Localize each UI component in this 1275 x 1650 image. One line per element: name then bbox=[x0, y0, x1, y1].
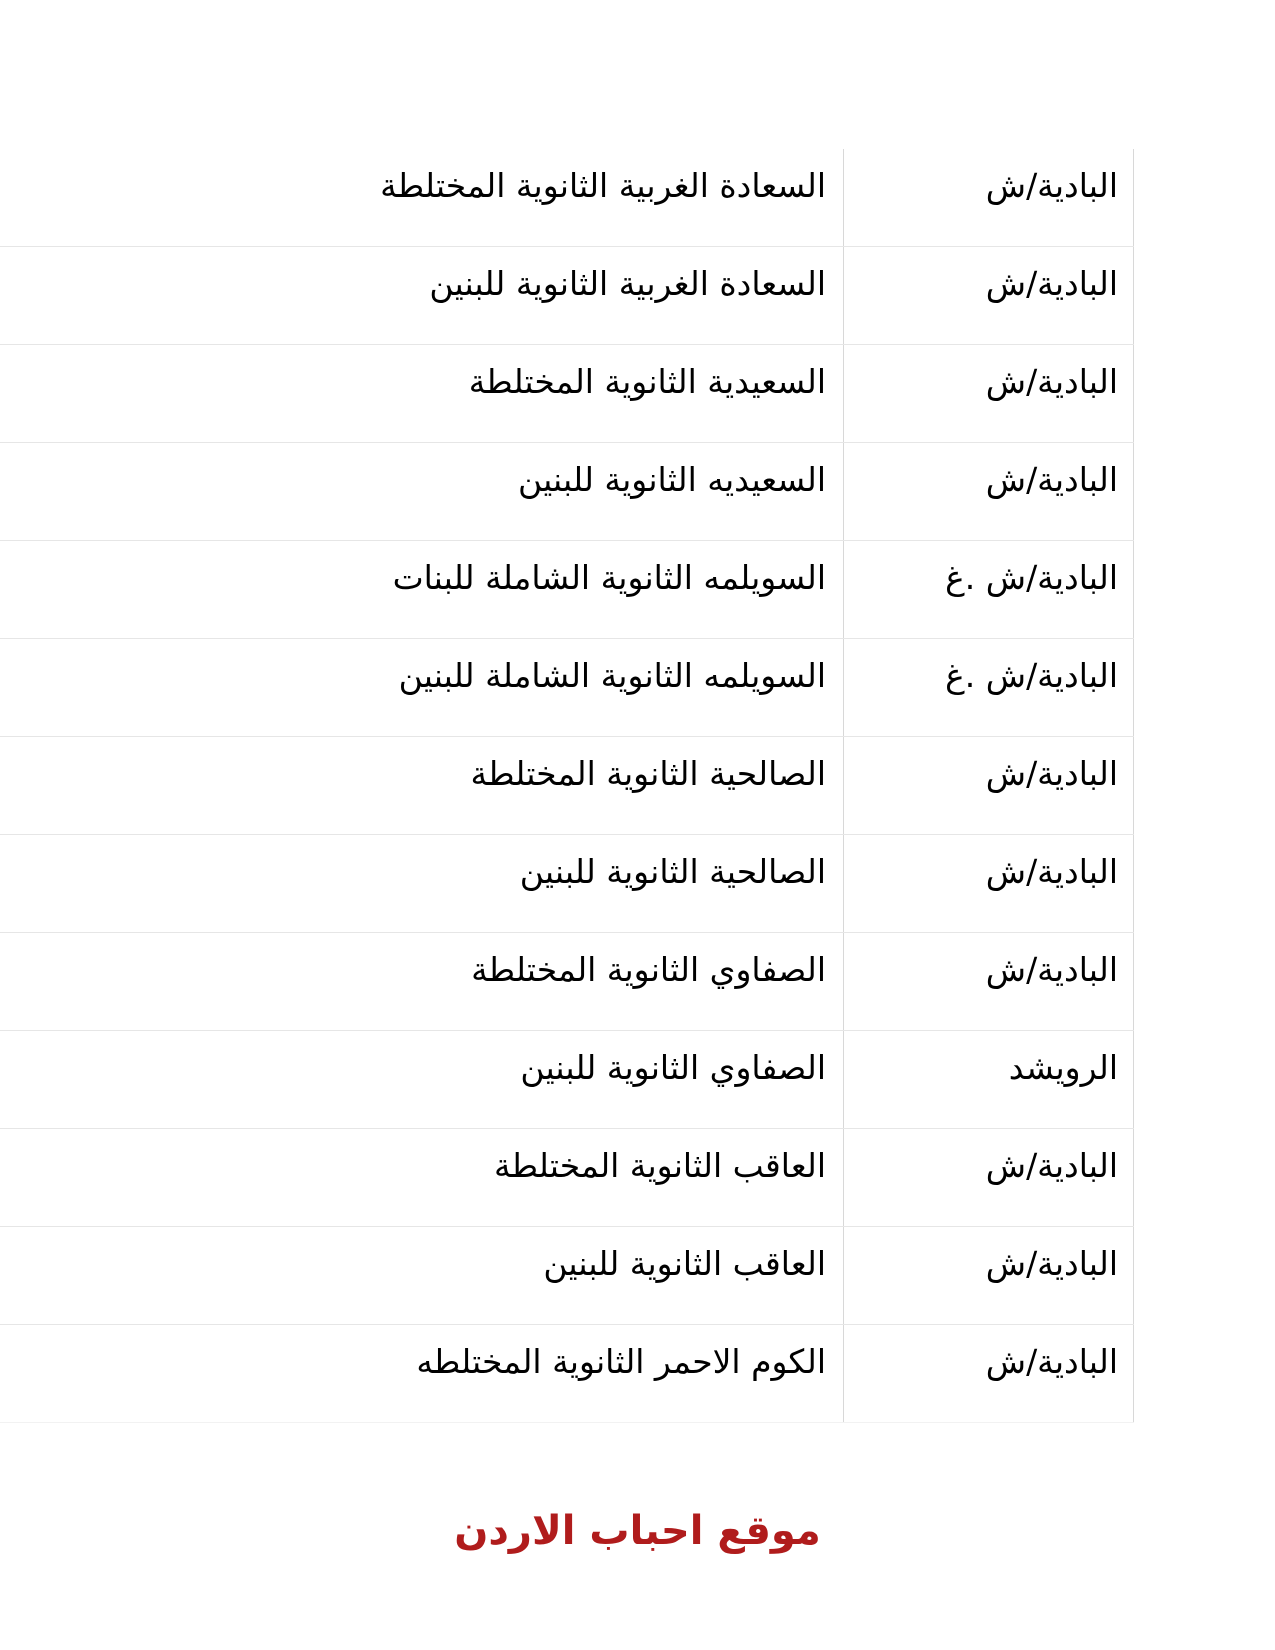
table-row bbox=[0, 1325, 1134, 1423]
school-name-cell: الصفاوي الثانوية للبنين bbox=[520, 1048, 826, 1087]
school-name-cell: السعيدية الثانوية المختلطة bbox=[468, 362, 826, 401]
directorate-cell: البادية/ش bbox=[843, 247, 1134, 344]
directorate-cell: البادية/ش bbox=[843, 835, 1134, 932]
table-row bbox=[0, 247, 1134, 345]
table-row bbox=[0, 1031, 1134, 1129]
table-row bbox=[0, 1227, 1134, 1325]
directorate-cell: البادية/ش bbox=[843, 1129, 1134, 1226]
directorate-cell: البادية/ش bbox=[843, 443, 1134, 540]
table-row bbox=[0, 835, 1134, 933]
table-row bbox=[0, 149, 1134, 247]
school-name-cell: الكوم الاحمر الثانوية المختلطه bbox=[416, 1342, 826, 1381]
school-name-cell: السعيديه الثانوية للبنين bbox=[517, 460, 826, 499]
directorate-cell: البادية/ش bbox=[843, 345, 1134, 442]
directorate-cell: البادية/ش .غ bbox=[843, 639, 1134, 736]
table-row bbox=[0, 737, 1134, 835]
school-name-cell: السويلمه الثانوية الشاملة للبنات bbox=[392, 558, 826, 597]
directorate-cell: الرويشد bbox=[843, 1031, 1134, 1128]
school-name-cell: الصفاوي الثانوية المختلطة bbox=[471, 950, 826, 989]
directorate-cell: البادية/ش bbox=[843, 1227, 1134, 1324]
schools-table bbox=[0, 149, 1134, 1423]
directorate-cell: البادية/ش bbox=[843, 933, 1134, 1030]
table-row bbox=[0, 1129, 1134, 1227]
table-row bbox=[0, 345, 1134, 443]
school-name-cell: العاقب الثانوية المختلطة bbox=[494, 1146, 826, 1185]
directorate-cell: البادية/ش bbox=[843, 737, 1134, 834]
directorate-cell: البادية/ش bbox=[843, 1325, 1134, 1422]
table-row bbox=[0, 541, 1134, 639]
directorate-cell: البادية/ش bbox=[843, 149, 1134, 246]
school-name-cell: السعادة الغربية الثانوية للبنين bbox=[429, 264, 826, 303]
school-name-cell: العاقب الثانوية للبنين bbox=[543, 1244, 826, 1283]
school-name-cell: السويلمه الثانوية الشاملة للبنين bbox=[398, 656, 826, 695]
table-row bbox=[0, 933, 1134, 1031]
school-name-cell: السعادة الغربية الثانوية المختلطة bbox=[380, 166, 826, 205]
table-row bbox=[0, 639, 1134, 737]
directorate-cell: البادية/ش .غ bbox=[843, 541, 1134, 638]
school-name-cell: الصالحية الثانوية المختلطة bbox=[470, 754, 826, 793]
school-name-cell: الصالحية الثانوية للبنين bbox=[519, 852, 826, 891]
site-name-footer: موقع احباب الاردن bbox=[454, 1508, 821, 1554]
table-row bbox=[0, 443, 1134, 541]
